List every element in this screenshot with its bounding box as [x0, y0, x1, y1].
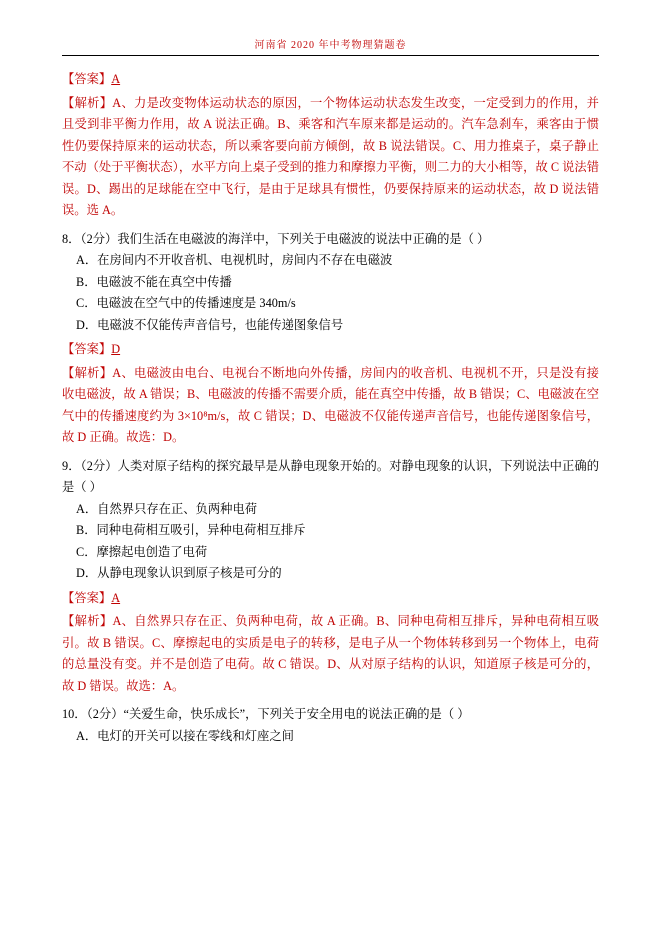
- document-body: [0, 56, 661, 747]
- answer-label: 【答案】: [62, 342, 112, 356]
- analysis-paragraph: [62, 363, 599, 449]
- answer-label: 【答案】: [62, 72, 112, 86]
- option-item: C．电磁波在空气中的传播速度是 340m/s: [76, 296, 296, 310]
- option-item: B．同种电荷相互吸引，异种电荷相互排斥: [76, 523, 306, 537]
- answer-line: [62, 69, 599, 91]
- question-score: （2分）: [86, 707, 124, 721]
- question-stem: [62, 456, 599, 499]
- option-item: B．电磁波不能在真空中传播: [76, 274, 232, 289]
- answer-line: [62, 339, 599, 361]
- answer-label: 【答案】: [62, 590, 112, 605]
- page-header: 河南省 2020 年中考物理猜题卷: [254, 40, 407, 51]
- question-text: “关爱生命，快乐成长”，下列关于安全用电的说法正确的是（ ）: [123, 707, 470, 721]
- option-item: D．从静电现象认识到原子核是可分的: [76, 566, 282, 580]
- analysis-paragraph: [62, 611, 599, 697]
- answer-value: D: [111, 342, 121, 356]
- analysis-label: 【解析】: [62, 95, 113, 110]
- answer-line: [62, 588, 599, 610]
- analysis-paragraph: [62, 93, 599, 222]
- question-score: （2分）: [80, 231, 118, 246]
- question-number: 10．: [62, 707, 87, 721]
- question-stem: [62, 229, 599, 251]
- option-item: A．在房间内不开收音机、电视机时，房间内不存在电磁波: [76, 253, 393, 267]
- question-number: 8．: [62, 231, 81, 246]
- answer-value: A: [111, 72, 121, 86]
- question-number: 9．: [62, 458, 81, 473]
- answer-value: A: [111, 590, 121, 605]
- analysis-label: 【解析】: [62, 614, 113, 628]
- question-text: 人类对原子结构的探究最早是从静电现象开始的。对静电现象的认识，下列说法中正确的是（ ）: [62, 458, 599, 494]
- question-score: （2分）: [80, 458, 118, 473]
- question-text: 我们生活在电磁波的海洋中，下列关于电磁波的说法中正确的是（ ）: [117, 231, 490, 246]
- analysis-text: A、电磁波由电台、电视台不断地向外传播，房间内的收音机、电视机不开，只是没有接收电磁波，故 A 错误；B、电磁波的传播不需要介质，能在真空中传播，故 B 错误；C、电磁波在空气中的传播速度约为 3×10⁸m/s，故 C 错误；D、电磁波不仅能传递声音信号，也能传递图象信号，故 D 正确。故选：D。: [62, 365, 599, 444]
- analysis-text: A、自然界只存在正、负两种电荷，故 A 正确。B、同种电荷相互排斥，异种电荷相互吸引。故 B 错误。C、摩擦起电的实质是电子的转移，是电子从一个物体转移到另一个物体上，电荷的总量没有变。并不是创造了电荷。故 C 错误。D、从对原子结构的认识，知道原子核是可分的，故 D 错误。故选：A。: [62, 614, 599, 693]
- option-item: A．电灯的开关可以接在零线和灯座之间: [76, 728, 294, 743]
- analysis-label: 【解析】: [62, 365, 113, 380]
- option-item: D．电磁波不仅能传声音信号，也能传递图象信号: [76, 317, 344, 332]
- question-stem: [62, 704, 599, 726]
- option-item: A．自然界只存在正、负两种电荷: [76, 501, 258, 516]
- option-item: C．摩擦起电创造了电荷: [76, 544, 208, 559]
- analysis-text: A、力是改变物体运动状态的原因，一个物体运动状态发生改变，一定受到力的作用，并且受到非平衡力作用，故 A 说法正确。B、乘客和汽车原来都是运动的。汽车急刹车，乘客由于惯性仍要保持原来的运动状态，所以乘客要向前方倾倒，故 B 说法错误。C、用力推桌子，桌子静止不动（处于平衡状态），水平方向上桌子受到的推力和摩擦力平衡，则二力的大小相等，故 C 说法错误。D、踢出的足球能在空中飞行，是由于足球具有惯性，仍要保持原来的运动状态，故 D 说法错误。选 A。: [62, 95, 599, 217]
